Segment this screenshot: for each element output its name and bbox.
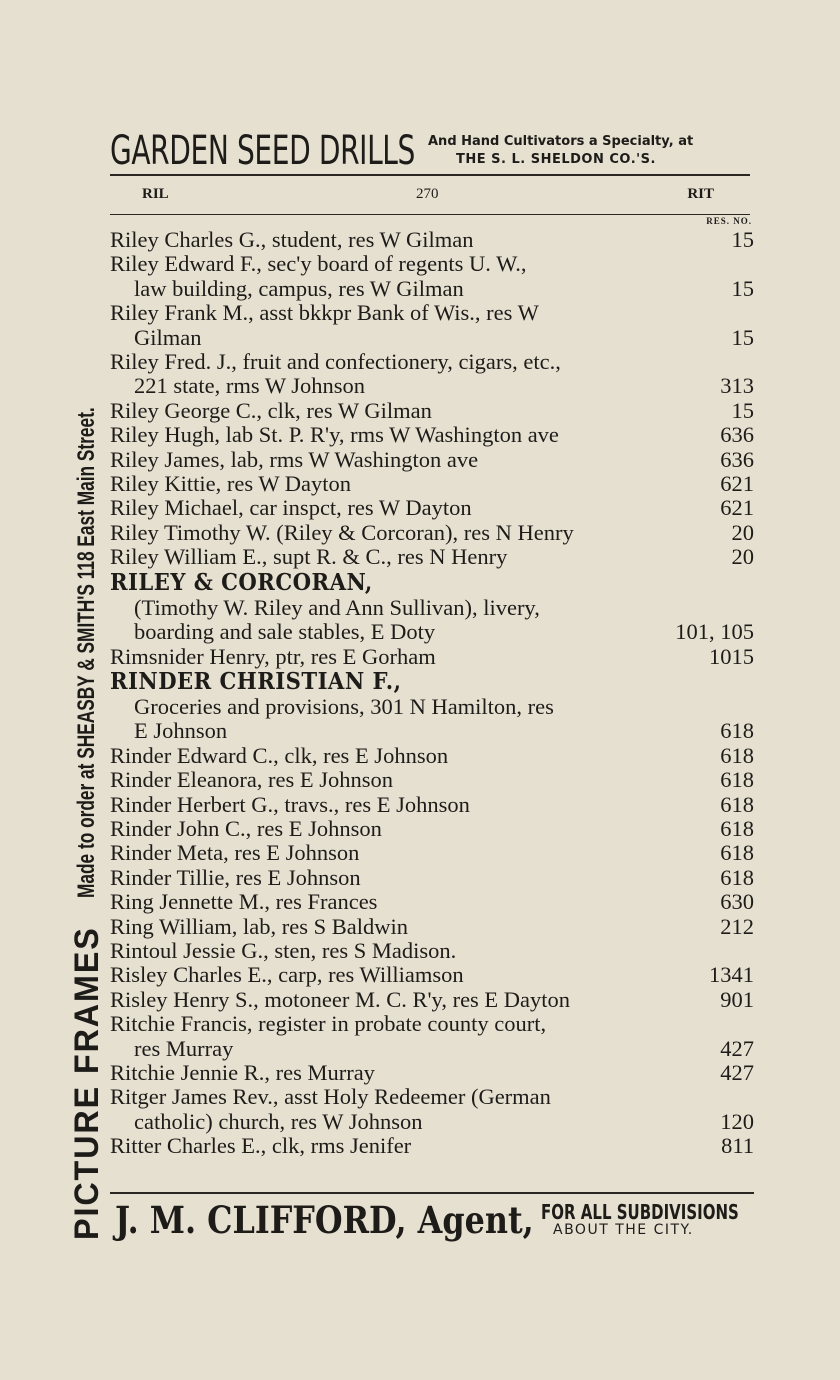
residence-number: 621 (720, 495, 754, 521)
residence-number (748, 1012, 754, 1036)
entry-line (110, 374, 754, 398)
directory-entry (110, 817, 754, 841)
header-divider (110, 214, 750, 215)
entry-text: Riley Edward F., sec'y board of regents U. W., (110, 252, 527, 277)
residence-number: 811 (721, 1133, 754, 1159)
directory-entry (110, 448, 754, 472)
residence-number (748, 252, 754, 276)
entry-text: Ritchie Jennie R., res Murray (110, 1061, 375, 1085)
entry-line (110, 545, 754, 569)
side-advertisement (65, 120, 109, 1240)
directory-entry (110, 472, 754, 496)
entry-line (110, 399, 754, 423)
top-ad-headline: GARDEN SEED DRILLS (110, 128, 415, 174)
entry-line (110, 521, 754, 545)
residence-number: 618 (720, 791, 754, 817)
entry-line (110, 768, 754, 792)
directory-entry (110, 866, 754, 890)
entry-line (110, 1110, 754, 1134)
column-header: RES. NO. (706, 216, 752, 226)
residence-number: 621 (720, 471, 754, 497)
directory-entry (110, 793, 754, 817)
directory-entry (110, 1012, 754, 1061)
residence-number: 427 (720, 1060, 754, 1085)
directory-entry (110, 521, 754, 545)
residence-number: 1341 (709, 962, 754, 988)
entry-line (110, 472, 754, 496)
directory-entry (110, 252, 754, 301)
directory-entry (110, 645, 754, 669)
entry-text: Riley Charles G., student, res W Gilman (110, 228, 474, 252)
residence-number (748, 350, 754, 374)
entry-heading: RILEY & CORCORAN, (110, 568, 373, 596)
residence-number: 901 (720, 986, 754, 1012)
residence-number: 630 (720, 889, 754, 915)
entry-text: Rimsnider Henry, ptr, res E Gorham (110, 644, 436, 669)
entry-text: (Timothy W. Riley and Ann Sullivan), livery, (134, 595, 540, 620)
directory-entry (110, 1061, 754, 1085)
entry-line (110, 1012, 754, 1036)
entry-text: Rinder Herbert G., travs., res E Johnson (110, 792, 470, 817)
residence-number (748, 596, 754, 620)
entry-text: Gilman (134, 325, 202, 350)
bottom-ad-line2: ABOUT THE CITY. (553, 1222, 694, 1238)
directory-entry (110, 963, 754, 987)
entry-line (110, 939, 754, 963)
entry-text: Riley Hugh, lab St. P. R'y, rms W Washington ave (110, 423, 559, 448)
entry-line (110, 1037, 754, 1061)
residence-number: 212 (720, 913, 754, 939)
residence-number (748, 301, 754, 325)
directory-entry (110, 744, 754, 768)
residence-number: 15 (731, 397, 754, 423)
running-head (110, 186, 750, 206)
entry-text: Riley Frank M., asst bkkpr Bank of Wis., res W (110, 301, 539, 326)
bottom-ad-line1: FOR ALL SUBDIVISIONS (541, 1200, 739, 1224)
entry-text: law building, campus, res W Gilman (134, 276, 464, 301)
running-head-left: RIL (142, 186, 169, 202)
residence-number: 1015 (709, 643, 754, 669)
residence-number: 618 (720, 840, 754, 866)
residence-number: 15 (731, 275, 754, 301)
entry-text: Rintoul Jessie G., sten, res S Madison. (110, 938, 457, 963)
entry-text: Rinder Edward C., clk, res E Johnson (110, 743, 449, 768)
bottom-divider (110, 1192, 754, 1194)
entry-line (110, 817, 754, 841)
entry-text: Risley Henry S., motoneer M. C. R'y, res E Dayton (110, 987, 571, 1012)
residence-number: 15 (731, 324, 754, 350)
entry-text: 221 state, rms W Johnson (134, 374, 366, 399)
residence-number: 618 (720, 815, 754, 841)
entry-text: Riley William E., supt R. & C., res N Henry (110, 545, 508, 570)
entry-line (110, 793, 754, 817)
directory-entry (110, 545, 754, 569)
bottom-ad-agent: J. M. CLIFFORD, Agent, (115, 1198, 534, 1242)
directory-entry (110, 988, 754, 1012)
entry-text: Riley James, lab, rms W Washington ave (110, 447, 479, 472)
directory-listing (110, 228, 754, 1159)
residence-number: 618 (720, 718, 754, 744)
entry-text: Riley George C., clk, res W Gilman (110, 398, 432, 423)
entry-line (110, 326, 754, 350)
entry-text: Ritchie Francis, register in probate county court, (110, 1012, 547, 1037)
residence-number (748, 939, 754, 963)
directory-entry (110, 570, 754, 645)
residence-number: 618 (720, 742, 754, 768)
residence-number: 20 (731, 544, 754, 570)
entry-text: Rinder John C., res E Johnson (110, 816, 382, 841)
entry-text: catholic) church, res W Johnson (134, 1109, 423, 1134)
page-number: 270 (416, 186, 439, 202)
residence-number: 636 (720, 422, 754, 448)
entry-line (110, 252, 754, 276)
entry-line (110, 866, 754, 890)
residence-number: 20 (731, 519, 754, 545)
entry-text: E Johnson (134, 719, 228, 744)
directory-entry (110, 399, 754, 423)
entry-line (110, 963, 754, 987)
directory-entry (110, 890, 754, 914)
residence-number: 120 (720, 1108, 754, 1134)
entry-text: Riley Kittie, res W Dayton (110, 472, 352, 497)
residence-number: 15 (731, 227, 754, 252)
directory-entry (110, 669, 754, 744)
directory-entry (110, 1085, 754, 1134)
entry-text: Risley Charles E., carp, res Williamson (110, 963, 464, 988)
entry-line (110, 496, 754, 520)
entry-text: Rinder Meta, res E Johnson (110, 841, 360, 866)
entry-line (110, 1134, 754, 1158)
entry-line (110, 277, 754, 301)
directory-entry (110, 350, 754, 399)
entry-line (110, 423, 754, 447)
directory-entry (110, 423, 754, 447)
directory-entry (110, 768, 754, 792)
entry-text: Ritger James Rev., asst Holy Redeemer (German (110, 1085, 551, 1110)
entry-line (110, 301, 754, 325)
top-ad-line1: And Hand Cultivators a Specialty, at (428, 134, 694, 149)
residence-number: 427 (720, 1035, 754, 1061)
entry-line (110, 596, 754, 620)
residence-number: 618 (720, 864, 754, 890)
directory-entry (110, 915, 754, 939)
directory-entry (110, 939, 754, 963)
side-ad-small-text: Made to order at SHEASBY & SMITH'S 118 East Main Street. (73, 407, 100, 898)
entry-line (110, 645, 754, 669)
entry-text: Rinder Tillie, res E Johnson (110, 865, 361, 890)
entry-line (110, 719, 754, 743)
entry-line (110, 915, 754, 939)
entry-line (110, 988, 754, 1012)
entry-text: Ring William, lab, res S Baldwin (110, 914, 409, 939)
entry-line (110, 448, 754, 472)
entry-text: Riley Michael, car inspct, res W Dayton (110, 496, 472, 521)
residence-number: 313 (720, 373, 754, 399)
entry-text: Rinder Eleanora, res E Johnson (110, 768, 394, 793)
entry-text: Riley Fred. J., fruit and confectionery, cigars, etc., (110, 350, 561, 375)
entry-line (110, 1085, 754, 1109)
bottom-advertisement (115, 1196, 765, 1246)
entry-text: Riley Timothy W. (Riley & Corcoran), res N Henry (110, 520, 574, 545)
entry-line (110, 695, 754, 719)
entry-line (110, 744, 754, 768)
residence-number (748, 1085, 754, 1109)
entry-line (110, 620, 754, 644)
directory-entry (110, 301, 754, 350)
entry-line (110, 841, 754, 865)
entry-line (110, 228, 754, 252)
entry-text: res Murray (134, 1036, 234, 1061)
residence-number: 618 (720, 767, 754, 793)
entry-text: boarding and sale stables, E Doty (134, 620, 436, 645)
directory-entry (110, 496, 754, 520)
entry-text: Ritter Charles E., clk, rms Jenifer (110, 1134, 412, 1159)
running-head-right: RIT (687, 186, 714, 202)
entry-line (110, 350, 754, 374)
directory-entry (110, 841, 754, 865)
entry-line (110, 890, 754, 914)
side-ad-big-text: PICTURE FRAMES (67, 926, 106, 1240)
top-divider (110, 174, 750, 176)
entry-line (110, 1061, 754, 1085)
directory-entry (110, 1134, 754, 1158)
directory-entry (110, 228, 754, 252)
top-advertisement (110, 128, 750, 174)
residence-number (748, 695, 754, 719)
top-ad-line2: THE S. L. SHELDON CO.'S. (456, 152, 656, 167)
residence-number: 636 (720, 446, 754, 472)
entry-heading: RINDER CHRISTIAN F., (110, 667, 402, 695)
entry-text: Ring Jennette M., res Frances (110, 890, 378, 915)
entry-text: Groceries and provisions, 301 N Hamilton, res (134, 694, 554, 719)
residence-number: 101, 105 (675, 619, 754, 645)
